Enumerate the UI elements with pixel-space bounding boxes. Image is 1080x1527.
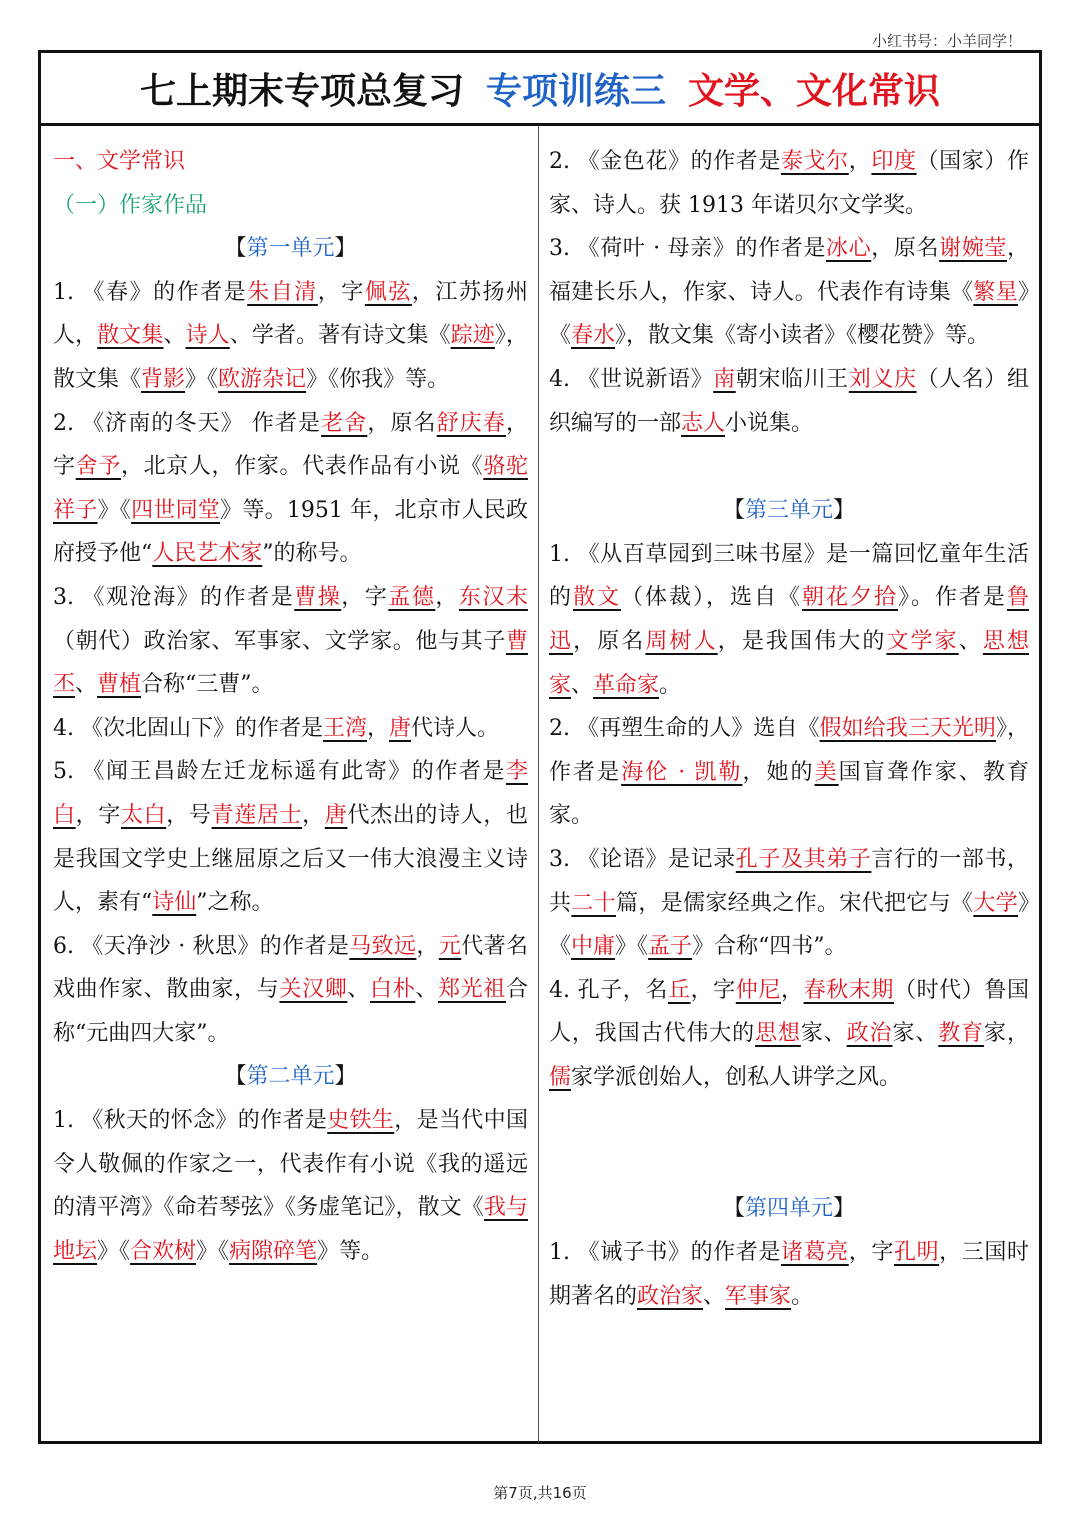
text-run: 家学派创始人，创私人讲学之风。	[571, 1064, 902, 1090]
text-run: 》《	[615, 934, 649, 960]
text-run: 。	[791, 1283, 814, 1309]
unit-3-label: 第三单元	[744, 498, 833, 524]
entry-zaisushengming	[549, 707, 1029, 838]
answer: 四世同堂	[131, 497, 221, 523]
text-run: ，是我国伟大的	[717, 628, 887, 654]
text-run: 3. 《观沧海》的作者是	[53, 584, 295, 610]
answer: 大学	[973, 890, 1018, 916]
answer: 谢婉莹	[939, 236, 1007, 262]
answer: 踪迹	[450, 323, 495, 349]
text-run: （体裁），选自《	[621, 585, 802, 611]
text-run: ，字	[341, 584, 389, 610]
text-run: 5. 《闻王昌龄左迁龙标遥有此寄》的作者是	[53, 759, 506, 785]
text-run: ，江苏扬州人，	[53, 279, 528, 349]
text-run: 。	[659, 672, 682, 698]
answer: 泰戈尔	[780, 149, 849, 174]
text-run: 朝宋临川王	[735, 366, 849, 392]
title-part2: 专项训练三	[485, 70, 666, 112]
answer: 政治家	[637, 1283, 704, 1309]
spacer	[549, 445, 1029, 489]
answer: 散文	[573, 585, 621, 611]
text-run: 》。作者是	[897, 585, 1007, 611]
text-run: 4. 《世说新语》	[549, 366, 714, 392]
answer: 王湾	[322, 715, 367, 741]
text-run: 1. 《春》的作者是	[53, 279, 248, 305]
text-run: 家、	[892, 1021, 939, 1047]
answer: 思想家	[549, 628, 1029, 698]
answer: 教育	[938, 1021, 985, 1047]
unit-heading-4: 【第四单元】	[722, 1196, 856, 1222]
answer: 关汉卿	[279, 977, 348, 1003]
answer: 东汉末	[458, 584, 528, 610]
text-run: 代杰出的诗人，也是我国文学史上继屈原之后又一伟大浪漫主义诗人，素有“	[53, 802, 528, 916]
text-run: 小说集。	[725, 410, 814, 436]
answer: 老舍	[321, 410, 368, 436]
answer: 印度	[871, 149, 917, 174]
text-run: 3. 《荷叶 · 母亲》的作者是	[549, 236, 826, 262]
answer: 孟德	[388, 584, 436, 610]
answer: 朱自清	[247, 279, 318, 305]
answer: 元	[438, 933, 462, 959]
answer: 舒庆春	[436, 410, 506, 436]
text-run: ”之称。	[196, 890, 274, 916]
text-run: 4. 《次北固山下》的作者是	[53, 715, 323, 741]
unit-heading-2: 【第二单元】	[224, 1064, 357, 1090]
answer: 病隙碎笔	[229, 1238, 318, 1264]
text-run: 、	[163, 323, 186, 349]
answer: 曹丕	[53, 628, 528, 698]
text-run: 1. 《从百草园到三味书屋》是一篇回忆童年生活的	[549, 541, 1029, 611]
text-run: 、	[571, 672, 594, 698]
answer: 思想	[755, 1021, 801, 1047]
page-number: 第7页,共16页	[493, 1484, 587, 1502]
entry-wenwangchangling	[53, 750, 528, 924]
answer: 假如给我三天光明	[819, 716, 996, 742]
answer: 李白	[53, 759, 528, 828]
text-run: 家、	[800, 1021, 847, 1047]
text-run: 2. 《金色花》的作者是	[549, 149, 781, 174]
watermark: 小红书号：小羊同学！	[871, 32, 1022, 50]
answer: 春秋末期	[803, 977, 894, 1003]
text-run: ，她的	[742, 759, 815, 785]
text-run: 》《	[549, 890, 1029, 960]
text-run: （朝代）政治家、军事家、文学家。他与其子	[53, 628, 506, 654]
text-run: ，字	[690, 977, 736, 1003]
answer: 佩弦	[364, 279, 412, 305]
text-run: 》等。	[317, 1238, 384, 1264]
text-run: 合称“元曲四大家”。	[53, 977, 528, 1046]
answer: 骆驼祥子	[53, 454, 528, 523]
text-run: 》合称“四书”。	[692, 934, 847, 960]
answer: 郑光祖	[438, 977, 506, 1003]
text-run: 、	[415, 977, 438, 1003]
answer: 舍予	[75, 454, 121, 480]
answer: 太白	[120, 802, 167, 828]
unit-heading-1: 【第一单元】	[224, 236, 357, 262]
answer: 青莲居士	[211, 802, 303, 828]
text-run: ，是当代中国令人敬佩的作家之一，代表作有小说《我的遥远的清平湾》《命若琴弦》《务虚笔记》，散文《	[53, 1108, 528, 1221]
text-run: 》，散文集《寄小读者》《樱花赞》等。	[615, 323, 990, 349]
entry-jinsehua	[549, 140, 1029, 227]
unit-1-label: 第一单元	[246, 236, 335, 262]
answer: 诗人	[185, 323, 230, 349]
answer: 孔子及其弟子	[735, 846, 872, 872]
title-part3: 文学、文化常识	[688, 70, 941, 112]
text-run: 》《	[549, 279, 1029, 349]
entry-jinan	[53, 402, 528, 576]
answer: 白朴	[370, 977, 416, 1003]
text-run: ，	[848, 149, 872, 174]
entry-cibeigushan	[53, 707, 528, 751]
text-run: 代诗人。	[411, 715, 500, 741]
text-run: （国家）作家、诗人。获 1913 年诺贝尔文学奖。	[549, 149, 1029, 218]
text-run: ，字	[53, 410, 528, 480]
answer: 革命家	[593, 672, 660, 698]
text-run: 家，	[984, 1021, 1029, 1047]
answer: 儒	[549, 1064, 572, 1090]
text-run: 、学者。著有诗文集《	[229, 323, 451, 349]
answer: 诸葛亮	[780, 1240, 849, 1266]
answer: 中庸	[571, 934, 616, 960]
entry-jiezishu	[549, 1231, 1029, 1318]
answer: 曹植	[97, 672, 142, 698]
text-run: 》《你我》等。	[306, 366, 450, 392]
entry-baicaoyuan	[549, 533, 1029, 707]
text-run: ，字	[317, 279, 365, 305]
entry-kongzi	[549, 969, 1029, 1100]
answer: 散文集	[97, 323, 164, 349]
unit-heading-3: 【第三单元】	[722, 498, 856, 524]
text-run: 》《	[97, 1238, 131, 1264]
unit-4-label: 第四单元	[744, 1196, 833, 1222]
answer: 春水	[571, 323, 616, 349]
text-run: （人名）组织编写的一部	[549, 366, 1029, 436]
answer: 我与地坛	[53, 1195, 528, 1264]
text-run: 合称“三曹”。	[141, 672, 274, 698]
text-run: 》《	[185, 366, 219, 392]
subsection-heading: （一）作家作品	[53, 192, 208, 218]
answer: 繁星	[973, 279, 1018, 305]
answer: 军事家	[725, 1283, 792, 1309]
text-run: ，	[416, 933, 439, 959]
text-run: ，北京人，作家。代表作品有小说《	[120, 454, 484, 480]
text-run: 、	[958, 628, 983, 654]
text-run: 国盲聋作家、教育家。	[549, 759, 1029, 829]
text-run: ，福建长乐人，作家、诗人。代表作有诗集《	[549, 236, 1029, 305]
text-run: 1. 《秋天的怀念》的作者是	[53, 1108, 328, 1134]
answer: 鲁迅	[549, 585, 1029, 654]
text-run: ，原名	[367, 410, 437, 436]
text-run: ，字	[75, 802, 121, 828]
text-run: ，	[780, 977, 804, 1003]
text-run: 6. 《天净沙 · 秋思》的作者是	[53, 933, 350, 959]
answer: 诗仙	[152, 890, 197, 916]
answer: 仲尼	[735, 977, 781, 1003]
answer: 孟子	[648, 934, 693, 960]
unit-2-label: 第二单元	[246, 1064, 335, 1090]
text-run: 》《	[97, 497, 132, 523]
text-run: （时代）鲁国人，我国古代伟大的	[549, 977, 1029, 1047]
answer: 周树人	[645, 628, 718, 654]
text-run: ，三国时期著名的	[549, 1240, 1029, 1309]
entry-tianjingsha	[53, 925, 528, 1056]
answer: 曹操	[294, 584, 342, 610]
spacer	[549, 1099, 1029, 1187]
answer: 海伦 · 凯勒	[621, 759, 743, 785]
answer: 马致远	[349, 933, 417, 959]
text-run: ，原名	[573, 628, 646, 654]
title-part1: 七上期末专项总复习	[139, 70, 464, 112]
answer: 唐	[324, 802, 348, 828]
entry-shishuoxinyu	[549, 358, 1029, 445]
answer: 政治	[846, 1021, 893, 1047]
answer: 欧游杂记	[218, 366, 307, 392]
text-run: ，	[435, 584, 459, 610]
answer: 文学家	[886, 628, 959, 654]
entry-guancanghai	[53, 576, 528, 707]
text-run: 代著名戏曲作家、散曲家，与	[53, 933, 528, 1003]
text-run: ”的称号。	[262, 541, 362, 567]
right-column	[539, 126, 1039, 1442]
answer: 丘	[667, 977, 691, 1003]
entry-heyemuqin	[549, 227, 1029, 358]
text-run: ，字	[848, 1240, 894, 1266]
text-run: 篇，是儒家经典之作。宋代把它与《	[616, 890, 974, 916]
text-run: 、	[703, 1283, 726, 1309]
answer: 冰心	[826, 236, 872, 262]
section-heading: 一、文学常识	[53, 149, 186, 174]
answer: 孔明	[893, 1240, 940, 1266]
text-run: 》等。1951 年，北京市人民政府授予他“	[53, 497, 528, 567]
text-run: 》，散文集《	[53, 323, 528, 392]
text-run: 4. 孔子，名	[549, 977, 668, 1003]
left-column	[41, 126, 539, 1442]
answer: 志人	[681, 410, 726, 436]
worksheet	[38, 50, 1042, 1444]
answer: 人民艺术家	[152, 541, 263, 567]
text-run: 3. 《论语》是记录	[549, 846, 736, 872]
text-run: ，	[367, 715, 390, 741]
text-run: 、	[75, 672, 98, 698]
text-run: 》《	[196, 1238, 230, 1264]
text-run: ，原名	[871, 236, 940, 262]
text-run: ，	[302, 802, 325, 828]
text-run: 》，作者是	[549, 716, 1029, 785]
text-run: 言行的一部书，共	[549, 846, 1029, 916]
entry-chun	[53, 271, 528, 402]
entry-qiutiandehuainian	[53, 1099, 528, 1273]
answer: 唐	[389, 715, 412, 741]
text-run: 2. 《济南的冬天》 作者是	[53, 410, 322, 436]
answer: 南	[713, 366, 736, 392]
entry-lunyu	[549, 838, 1029, 969]
page-title	[41, 53, 1039, 126]
answer: 二十	[571, 890, 617, 916]
text-run: 、	[347, 977, 371, 1003]
text-run: 1. 《诫子书》的作者是	[549, 1240, 781, 1266]
answer: 刘义庆	[848, 366, 917, 392]
answer: 合欢树	[130, 1238, 197, 1264]
answer: 史铁生	[327, 1108, 395, 1134]
text-run: 2. 《再塑生命的人》选自《	[549, 716, 820, 742]
answer: 美	[814, 759, 839, 785]
answer: 朝花夕拾	[801, 585, 898, 611]
answer: 背影	[141, 366, 186, 392]
text-run: ，号	[166, 802, 212, 828]
